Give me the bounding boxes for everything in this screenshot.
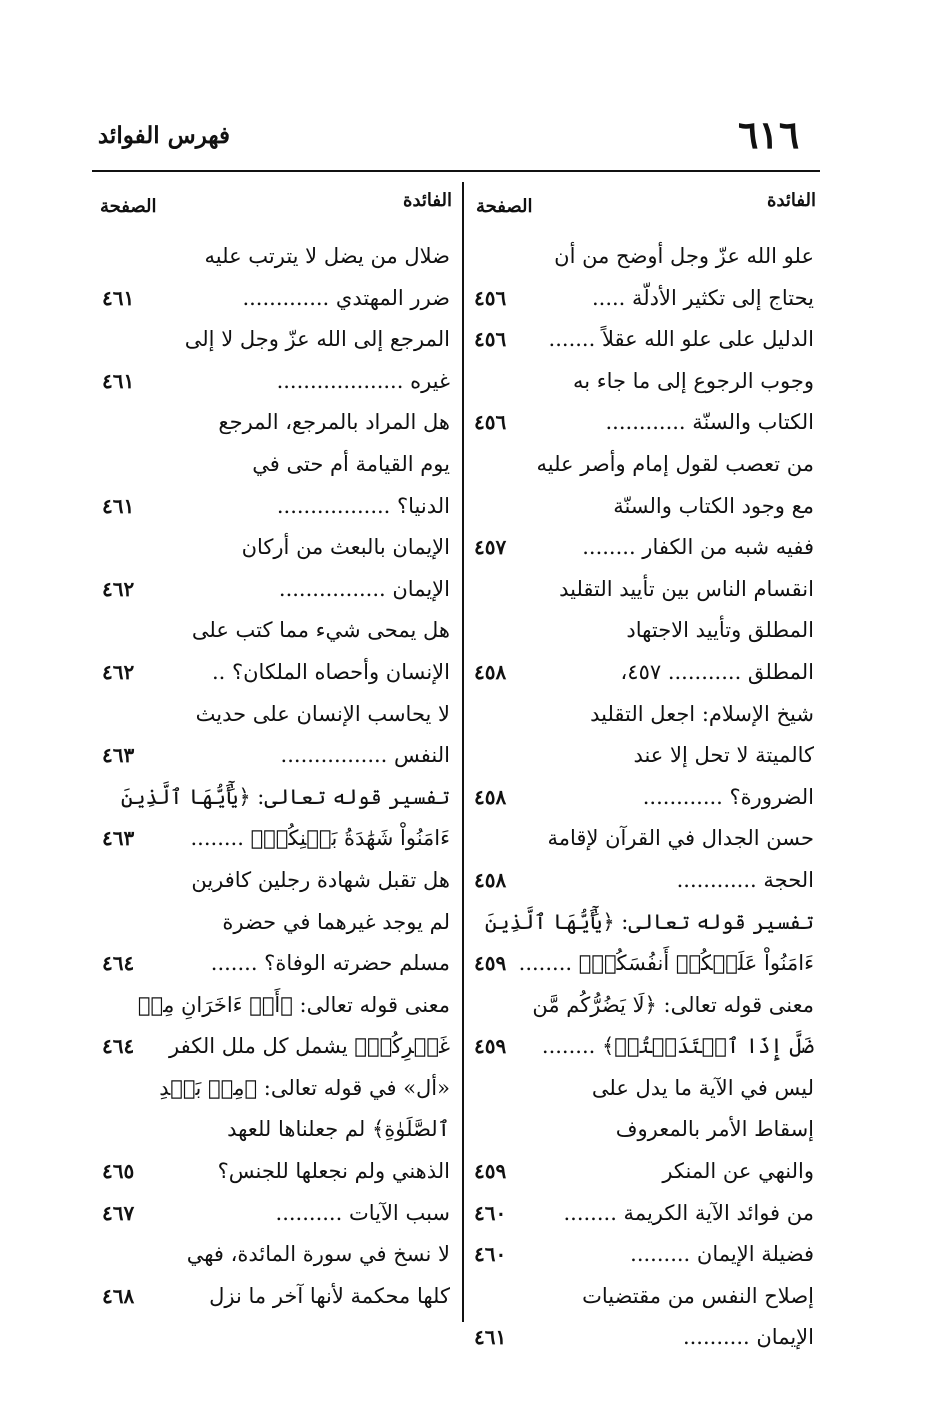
entry-line: [470, 943, 822, 985]
entry-line: [470, 985, 822, 1027]
entry-line: [470, 319, 822, 361]
entry-text: هل تقبل شهادة رجلين كافرين: [191, 867, 450, 892]
entry-line: [470, 402, 822, 444]
entry-list: [98, 236, 458, 1317]
entry-text: الإيمان ................: [278, 576, 450, 601]
entry-text: الدنيا؟ .................: [276, 493, 450, 518]
entry-text: المرجع إلى الله عزّ وجل لا إلى: [184, 327, 450, 352]
entry-line: [470, 486, 822, 528]
entry-text: الكتاب والسنّة ............: [605, 410, 814, 435]
entry-text: «أل» في قوله تعالى: ﴿مِنۢ بَعۡدِ: [159, 1075, 450, 1100]
entry-line: [470, 694, 822, 736]
index-entry: [98, 694, 458, 777]
index-entry: [98, 319, 458, 402]
entry-line: [98, 1193, 458, 1235]
entry-line: [470, 777, 822, 819]
entry-text: مسلم حضرته الوفاة؟ .......: [210, 951, 450, 976]
entry-line: [98, 402, 458, 444]
index-entry: [98, 527, 458, 610]
entry-text: الذهني ولم نجعلها للجنس؟: [217, 1159, 450, 1184]
entry-line: [98, 569, 458, 611]
entry-line: [98, 1109, 458, 1151]
index-entry: [98, 985, 458, 1068]
entry-text: والنهي عن المنكر: [662, 1159, 814, 1184]
entry-text: سبب الآيات ..........: [275, 1200, 450, 1225]
entry-list: [470, 236, 822, 1359]
entry-line: [470, 1068, 822, 1110]
entry-text: الإيمان بالبعث من أركان: [241, 535, 450, 560]
entry-line: [470, 610, 822, 652]
header-rule: [92, 170, 820, 172]
running-title: فهرس الفوائد: [97, 122, 230, 149]
entry-text: يوم القيامة أم حتى في: [252, 451, 450, 476]
index-entry: [98, 402, 458, 527]
entry-text: يحتاج إلى تكثير الأدلّة .....: [591, 285, 814, 310]
column-header-benefit: الفائدة: [767, 190, 816, 211]
entry-page-number: ٤٦٧: [102, 1200, 135, 1225]
entry-text: الإنسان وأحصاه الملكان؟ ..: [211, 659, 450, 684]
index-entry: [470, 985, 822, 1068]
entry-text: الحجة ............: [676, 867, 814, 892]
index-entry: [98, 236, 458, 319]
entry-text: ءَامَنُواْ عَلَيۡكُمۡ أَنفُسَكُمۡ﴾ ........: [518, 951, 814, 976]
entry-text: لا يحاسب الإنسان على حديث: [195, 701, 450, 726]
index-entry: [470, 236, 822, 319]
entry-line: [98, 527, 458, 569]
entry-line: [98, 1068, 458, 1110]
entry-text: تفسير قوله تعالى: ﴿يَٰٓأَيُّهَا ٱلَّذِينَ: [484, 909, 814, 934]
entry-text: شيخ الإسلام: اجعل التقليد: [590, 701, 814, 726]
entry-text: من فوائد الآية الكريمة ........: [563, 1200, 814, 1225]
entry-line: [98, 777, 458, 819]
entry-text: المطلق وتأييد الاجتهاد: [626, 618, 814, 643]
entry-text: علو الله عزّ وجل أوضح من أن: [554, 244, 814, 268]
entry-line: [98, 1276, 458, 1318]
entry-line: [470, 652, 822, 694]
entry-text: معنى قوله تعالى: ﴿لَا يَضُرُّكُم مَّن: [532, 992, 814, 1017]
entry-page-number: ٤٦٢: [102, 576, 135, 601]
entry-text: ففيه شبه من الكفار ........: [582, 535, 814, 560]
entry-line: [470, 1151, 822, 1193]
entry-line: [98, 236, 458, 278]
entry-text: هل يمحى شيء مما كتب على: [191, 618, 450, 643]
entry-line: [470, 278, 822, 320]
entry-page-number: ٤٥٦: [474, 327, 507, 352]
entry-text: تفسير قوله تعالى: ﴿يَٰٓأَيُّهَا ٱلَّذِينَ: [120, 784, 450, 809]
page-number: ٦١٦: [738, 112, 800, 157]
entry-text: كلها محكمة لأنها آخر ما نزل: [209, 1283, 450, 1308]
index-entry: [470, 1068, 822, 1193]
index-entry: [470, 1234, 822, 1276]
entry-line: [470, 527, 822, 569]
entry-text: الإيمان ..........: [682, 1325, 814, 1350]
index-column-left: [98, 182, 458, 1332]
entry-text: كالميتة لا تحل إلا عند: [633, 743, 814, 768]
entry-text: إصلاح النفس من مقتضيات: [582, 1283, 814, 1308]
index-entry: [98, 1068, 458, 1193]
index-entry: [470, 1193, 822, 1235]
column-header-page: الصفحة: [476, 196, 533, 217]
entry-line: [98, 486, 458, 528]
entry-page-number: ٤٥٦: [474, 285, 507, 310]
index-entry: [470, 818, 822, 901]
entry-text: حسن الجدال في القرآن لإقامة: [547, 826, 814, 851]
entry-line: [470, 569, 822, 611]
index-entry: [98, 1234, 458, 1317]
index-entry: [98, 777, 458, 860]
entry-page-number: ٤٦١: [102, 493, 135, 518]
entry-text: ضلال من يضل لا يترتب عليه: [204, 244, 450, 268]
entry-line: [98, 1234, 458, 1276]
column-divider: [462, 182, 464, 1322]
column-header: [98, 182, 458, 236]
entry-text: وجوب الرجوع إلى ما جاء به: [572, 368, 814, 393]
entry-page-number: ٤٥٨: [474, 784, 507, 809]
entry-line: [98, 985, 458, 1027]
entry-page-number: ٤٥٦: [474, 410, 507, 435]
entry-page-number: ٤٦٤: [102, 1034, 135, 1059]
entry-line: [98, 735, 458, 777]
entry-line: [470, 1193, 822, 1235]
entry-text: ليس في الآية ما يدل على: [591, 1075, 814, 1100]
entry-text: غيره ...................: [276, 368, 450, 393]
index-entry: [470, 361, 822, 444]
entry-line: [98, 610, 458, 652]
entry-text: معنى قوله تعالى: ﴿أَوۡ ءَاخَرَانِ مِنۡ: [137, 992, 450, 1017]
column-header-benefit: الفائدة: [403, 190, 452, 211]
entry-line: [98, 1151, 458, 1193]
entry-page-number: ٤٥٧: [474, 535, 507, 560]
index-entry: [470, 444, 822, 569]
entry-text: لم يوجد غيرهما في حضرة: [222, 909, 450, 934]
index-entry: [470, 694, 822, 819]
entry-text: لا نسخ في سورة المائدة، فهي: [186, 1242, 450, 1267]
entry-page-number: ٤٦٢: [102, 659, 135, 684]
entry-page-number: ٤٥٨: [474, 659, 507, 684]
entry-line: [470, 361, 822, 403]
entry-line: [470, 1276, 822, 1318]
entry-line: [470, 1109, 822, 1151]
entry-text: هل المراد بالمرجع، المرجع: [218, 410, 450, 435]
entry-line: [98, 652, 458, 694]
entry-page-number: ٤٦٤: [102, 951, 135, 976]
entry-line: [470, 818, 822, 860]
entry-line: [98, 278, 458, 320]
entry-page-number: ٤٦١: [102, 285, 135, 310]
entry-line: [470, 1234, 822, 1276]
index-entry: [98, 1193, 458, 1235]
entry-text: ءَامَنُواْ شَهَٰدَةُ بَيۡنِكُمۡ﴾ ........: [190, 826, 450, 851]
column-header-page: الصفحة: [100, 196, 157, 217]
entry-text: ٱلصَّلَوٰةِ﴾ لم جعلناها للعهد: [227, 1117, 450, 1142]
entry-page-number: ٤٦٠: [474, 1242, 507, 1267]
entry-text: فضيلة الإيمان .........: [630, 1242, 814, 1267]
entry-line: [98, 818, 458, 860]
entry-line: [98, 444, 458, 486]
index-column-right: [470, 182, 822, 1350]
entry-page-number: ٤٦٨: [102, 1283, 135, 1308]
index-entry: [470, 902, 822, 985]
index-entry: [470, 319, 822, 361]
entry-page-number: ٤٦٠: [474, 1200, 507, 1225]
index-entry: [470, 569, 822, 694]
entry-text: المطلق ........... ٤٥٧،: [620, 659, 814, 684]
entry-line: [470, 1317, 822, 1359]
entry-text: النفس ................: [280, 743, 450, 768]
entry-page-number: ٤٦٣: [102, 826, 135, 851]
entry-line: [98, 361, 458, 403]
entry-line: [470, 902, 822, 944]
entry-line: [98, 943, 458, 985]
entry-text: الضرورة؟ ............: [642, 784, 814, 809]
entry-page-number: ٤٥٨: [474, 867, 507, 892]
entry-line: [470, 860, 822, 902]
entry-text: مع وجود الكتاب والسنّة: [613, 493, 814, 518]
entry-line: [98, 1026, 458, 1068]
entry-line: [470, 1026, 822, 1068]
entry-text: إسقاط الأمر بالمعروف: [615, 1117, 814, 1142]
entry-page-number: ٤٥٩: [474, 1159, 507, 1184]
index-entry: [470, 1276, 822, 1359]
entry-text: انقسام الناس بين تأييد التقليد: [559, 576, 814, 601]
entry-text: الدليل على علو الله عقلاً .......: [548, 327, 814, 352]
column-header: [470, 182, 822, 236]
entry-text: غَيۡرِكُمۡ﴾ يشمل كل ملل الكفر: [169, 1034, 450, 1059]
entry-line: [470, 735, 822, 777]
entry-line: [98, 319, 458, 361]
entry-page-number: ٤٦٣: [102, 743, 135, 768]
entry-line: [470, 444, 822, 486]
entry-page-number: ٤٥٩: [474, 951, 507, 976]
entry-text: ضرر المهتدي .............: [242, 285, 450, 310]
entry-page-number: ٤٦٥: [102, 1159, 135, 1184]
entry-line: [98, 694, 458, 736]
entry-page-number: ٤٥٩: [474, 1034, 507, 1059]
entry-line: [470, 236, 822, 278]
index-entry: [98, 860, 458, 985]
entry-line: [98, 902, 458, 944]
entry-text: ضَلَّ إِذَا ٱهۡتَدَيۡتُمۡ﴾ ........: [541, 1034, 814, 1059]
entry-page-number: ٤٦١: [474, 1325, 507, 1350]
entry-text: من تعصب لقول إمام وأصر عليه: [536, 451, 814, 476]
entry-line: [98, 860, 458, 902]
index-entry: [98, 610, 458, 693]
entry-page-number: ٤٦١: [102, 368, 135, 393]
